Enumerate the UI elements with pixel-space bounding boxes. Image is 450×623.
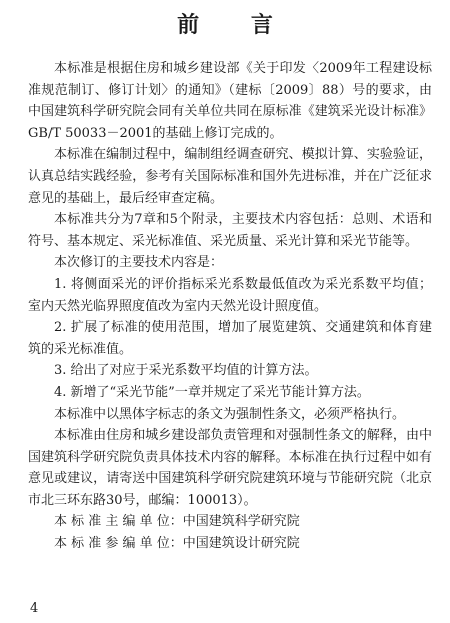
chief-editor-unit: 本 标 准 主 编 单 位：中国建筑科学研究院 xyxy=(54,514,300,530)
management-paragraph: 本标准由住房和城乡建设部负责管理和对强制性条文的解释，由中国建筑科学研究院负责具体技术内容的解释。本标准在执行过程中如有意见或建议，请寄送中国建筑科学研究院建筑环境与节能研究院（北京市北三环东路30号，邮编：100013）。 xyxy=(28,428,432,508)
list-item-2: 2. 扩展了标准的使用范围，增加了展览建筑、交通建筑和体育建筑的采光标准值。 xyxy=(28,320,432,357)
page-number: 4 xyxy=(30,601,39,616)
paragraph-3: 本标准共分为7章和5个附录，主要技术内容包括：总则、术语和符号、基本规定、采光标准值、采光质量、采光计算和采光节能等。 xyxy=(28,212,432,249)
document-body xyxy=(28,58,432,555)
list-item-1: 1. 将侧面采光的评价指标采光系数最低值改为采光系数平均值；室内天然光临界照度值改为室内天然光设计照度值。 xyxy=(28,276,432,314)
paragraph-1: 本标准是根据住房和城乡建设部《关于印发〈2009年工程建设标准规范制订、修订计划〉的通知》（建标〔2009〕88）号的要求，由中国建筑科学研究院会同有关单位共同在原标准《建筑采光设计标准》GB/T 50033－2001的基础上修订完成的。 xyxy=(28,61,432,141)
page-title: 前 言 xyxy=(177,13,295,38)
participating-unit: 本 标 准 参 编 单 位：中国建筑设计研究院 xyxy=(54,536,300,552)
mandatory-clause-note: 本标准中以黑体字标志的条文为强制性条文，必须严格执行。 xyxy=(54,406,406,422)
list-item-3: 3. 给出了对应于采光系数平均值的计算方法。 xyxy=(54,363,318,379)
paragraph-2: 本标准在编制过程中，编制组经调查研究、模拟计算、实验验证，认真总结实践经验，参考有关国际标准和国外先进标准，并在广泛征求意见的基础上，最后经审查定稿。 xyxy=(28,147,432,206)
list-item-4: 4. 新增了“采光节能”一章并规定了采光节能计算方法。 xyxy=(54,384,370,400)
paragraph-4: 本次修订的主要技术内容是： xyxy=(54,255,224,271)
